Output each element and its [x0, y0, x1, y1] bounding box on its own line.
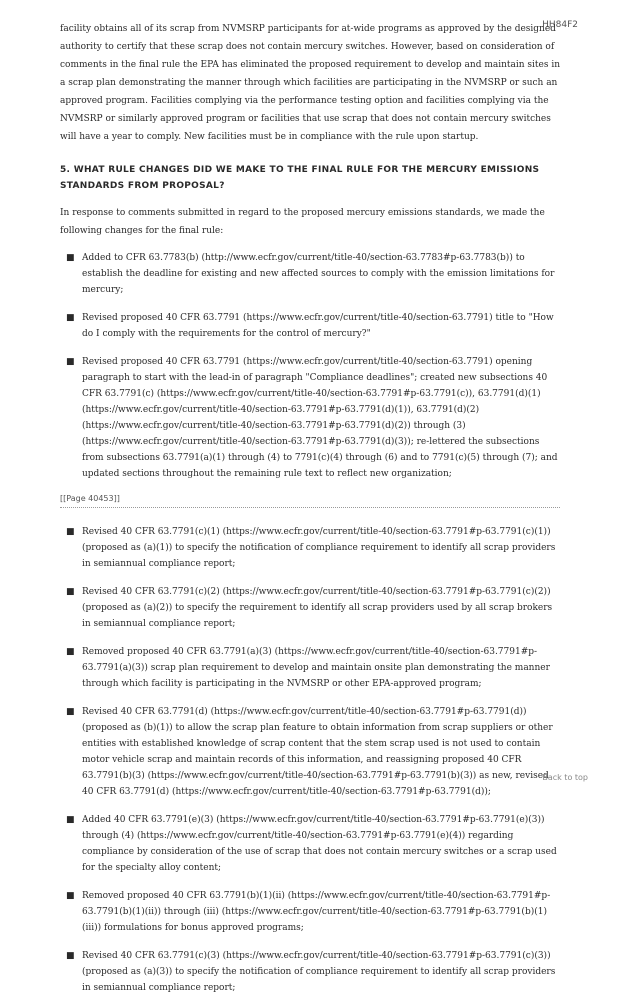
changes-list-a: [60, 250, 560, 482]
list-item: [60, 888, 560, 936]
list-item: [60, 584, 560, 632]
bullet-icon: ■: [66, 707, 75, 717]
list-item-text: Revised proposed 40 CFR 63.7791 (https://www.ecfr.gov/current/title-40/section-63.7791) title to "How do I comply with the requirements for the control of mercury?": [82, 313, 554, 339]
bullet-icon: ■: [66, 647, 75, 657]
bullet-icon: ■: [66, 253, 75, 263]
list-item-text: Revised proposed 40 CFR 63.7791 (https://www.ecfr.gov/current/title-40/section-63.7791) opening paragraph to start with the lead-in of paragraph "Compliance deadlines"; created new subsections 40 CFR 63.7791(c) (https://www.ecfr.gov/current/title-40/section-63.7791#p-63.7791(c)), 63.7791(d)(1) (https://www.ecfr.gov/current/title-40/section-63.7791#p-63.7791(d)(1)), 63.7791(d)(2) (https://www.ecfr.gov/current/title-40/section-63.7791#p-63.7791(d)(2)) through (3) (https://www.ecfr.gov/current/title-40/section-63.7791#p-63.7791(d)(3)); re-lettered the subsections from subsections 63.7791(a)(1) through (4) to 7791(c)(4) through (6) and to 7791(c)(5) through (7); and updated sections throughout the remaining rule text to reflect new organization;: [82, 357, 558, 479]
list-item-text: Added to CFR 63.7783(b) (http://www.ecfr.gov/current/title-40/section-63.7783#p-63.7783(b)) to establish the deadline for existing and new affected sources to comply with the emission limitations for mercury;: [82, 253, 555, 295]
page-break-label: [[Page 40453]]: [60, 494, 124, 503]
list-item: [60, 812, 560, 876]
bullet-icon: ■: [66, 815, 75, 825]
list-item-text: Revised 40 CFR 63.7791(d) (https://www.ecfr.gov/current/title-40/section-63.7791#p-63.7791(d)) (proposed as (b)(1)) to allow the scrap plan feature to obtain information from scrap suppliers or other entities with established knowledge of scrap content that the stem scrap used is not used to contain motor vehicle scrap and maintain records of this information, and reassigning proposed 40 CFR 63.7791(b)(3) (https://www.ecfr.gov/current/title-40/section-63.7791#p-63.7791(b)(3)) as new, revised 40 CFR 63.7791(d) (https://www.ecfr.gov/current/title-40/section-63.7791#p-63.7791(d));: [82, 707, 553, 797]
bullet-icon: ■: [66, 951, 75, 961]
bullet-icon: ■: [66, 527, 75, 537]
bullet-icon: ■: [66, 313, 75, 323]
list-item: [60, 704, 560, 800]
section-lead: In response to comments submitted in regard to the proposed mercury emissions standards, we made the following changes for the final rule:: [60, 208, 545, 236]
changes-list-b: [60, 524, 560, 996]
list-item: [60, 524, 560, 572]
list-item: [60, 644, 560, 692]
section-heading: 5. WHAT RULE CHANGES DID WE MAKE TO THE FINAL RULE FOR THE MERCURY EMISSIONS STANDARDS FROM PROPOSAL?: [60, 165, 540, 191]
list-item-text: Added 40 CFR 63.7791(e)(3) (https://www.ecfr.gov/current/title-40/section-63.7791#p-63.7791(e)(3)) through (4) (https://www.ecfr.gov/current/title-40/section-63.7791#p-63.7791(e)(4)) regarding compliance by consideration of the use of scrap that does not contain mercury switches or a scrap used for the specialty alloy content;: [82, 815, 557, 873]
back-to-top-link[interactable]: Back to top: [542, 773, 588, 782]
list-item: [60, 948, 560, 996]
page-reference: HH84F2: [542, 20, 578, 30]
list-item-text: Removed proposed 40 CFR 63.7791(b)(1)(ii) (https://www.ecfr.gov/current/title-40/section-63.7791#p-63.7791(b)(1)(ii)) through (iii) (https://www.ecfr.gov/current/title-40/section-63.7791#p-63.7791(b)(1)(iii)) formulations for bonus approved programs;: [82, 891, 551, 933]
list-item-text: Revised 40 CFR 63.7791(c)(2) (https://www.ecfr.gov/current/title-40/section-63.7791#p-63.7791(c)(2)) (proposed as (a)(2)) to specify the requirement to identify all scrap providers used by all scrap brokers in semiannual compliance report;: [82, 587, 553, 629]
intro-paragraph: facility obtains all of its scrap from NVMSRP participants for at-wide programs as approved by the designed authority to certify that these scrap does not contain mercury switches. However, based on consideration of comments in the final rule the EPA has eliminated the proposed requirement to develop and maintain sites in a scrap plan demonstrating the manner through which facilities are participating in the NVMSRP or such an approved program. Facilities complying via the performance testing option and facilities complying via the NVMSRP or similarly approved program or facilities that use scrap that does not contain mercury switches will have a year to comply. New facilities must be in compliance with the rule upon startup.: [60, 24, 561, 142]
page-break-marker: [60, 494, 560, 508]
bullet-icon: ■: [66, 357, 75, 367]
document-page: [60, 20, 560, 1008]
list-item-text: Removed proposed 40 CFR 63.7791(a)(3) (https://www.ecfr.gov/current/title-40/section-63.7791#p-63.7791(a)(3)) scrap plan requirement to develop and maintain onsite plan demonstrating the manner through which facility is participating in the NVMSRP or other EPA-approved program;: [82, 647, 550, 689]
bullet-icon: ■: [66, 587, 75, 597]
list-item-text: Revised 40 CFR 63.7791(c)(1) (https://www.ecfr.gov/current/title-40/section-63.7791#p-63.7791(c)(1)) (proposed as (a)(1)) to specify the notification of compliance requirement to identify all scrap providers in semiannual compliance report;: [82, 527, 556, 569]
list-item: [60, 250, 560, 298]
list-item-text: Revised 40 CFR 63.7791(c)(3) (https://www.ecfr.gov/current/title-40/section-63.7791#p-63.7791(c)(3)) (proposed as (a)(3)) to specify the notification of compliance requirement to identify all scrap providers in semiannual compliance report;: [82, 951, 556, 993]
bullet-icon: ■: [66, 891, 75, 901]
list-item: [60, 310, 560, 342]
list-item: [60, 354, 560, 482]
